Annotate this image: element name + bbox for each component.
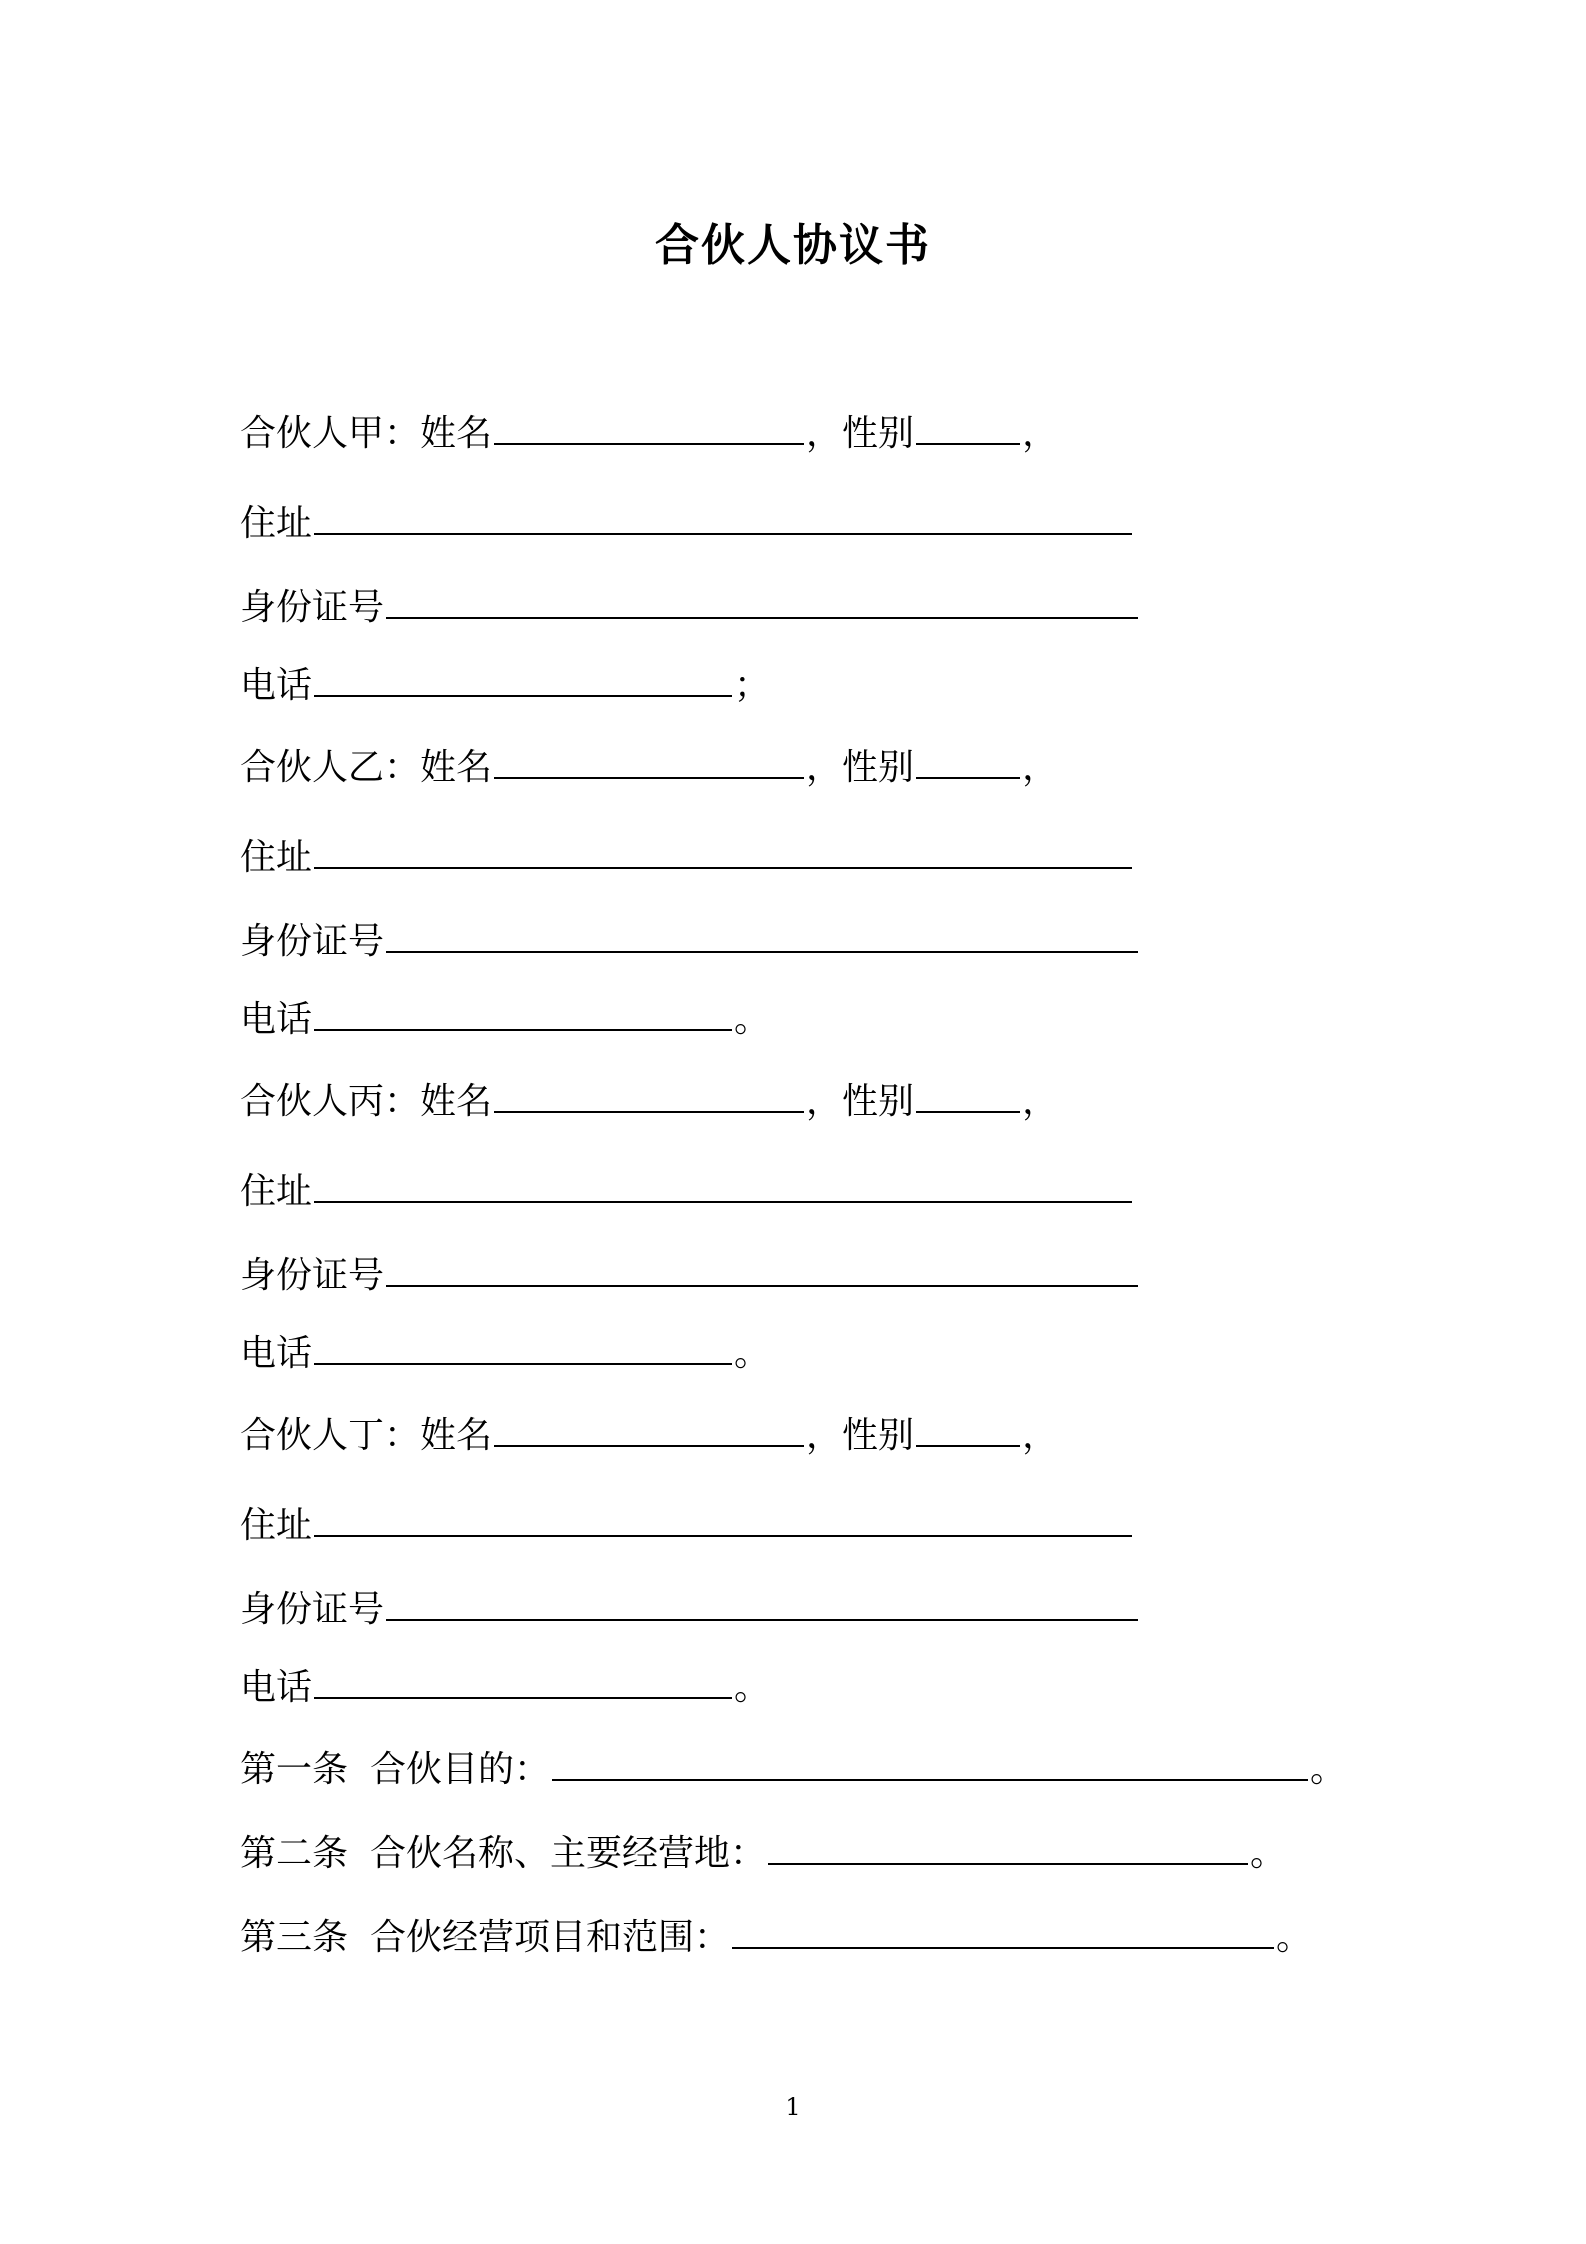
partner-d-address-line	[240, 1504, 1134, 1548]
name-label: 姓名	[420, 413, 493, 454]
page-number: 1	[785, 2093, 801, 2121]
gender-label: 性别	[842, 747, 915, 788]
comma: ，	[1022, 1081, 1059, 1122]
address-label: 住址	[240, 1505, 313, 1546]
comma: ，	[1022, 1415, 1059, 1456]
partner-d-id-line	[240, 1588, 1140, 1632]
partner-c-id-line	[240, 1254, 1140, 1298]
partner-d-phone-blank[interactable]	[314, 1667, 732, 1699]
partner-c-id-blank[interactable]	[386, 1255, 1138, 1287]
partner-a-address-line	[240, 502, 1134, 546]
end-mark: 。	[734, 1667, 771, 1708]
period: 。	[1250, 1833, 1287, 1874]
partner-c-address-blank[interactable]	[314, 1171, 1132, 1203]
article-2-text: 合伙名称、主要经营地：	[370, 1833, 767, 1874]
comma: ，	[806, 1081, 843, 1122]
partner-b-id-blank[interactable]	[386, 921, 1138, 953]
phone-label: 电话	[240, 1333, 313, 1374]
partner-b-address-blank[interactable]	[314, 837, 1132, 869]
partner-c-name-line	[240, 1080, 1058, 1124]
name-label: 姓名	[420, 1081, 493, 1122]
article-1-text: 合伙目的：	[370, 1749, 551, 1790]
comma: ，	[806, 1415, 843, 1456]
partner-d-name-line	[240, 1414, 1058, 1458]
document-title: 合伙人协议书	[655, 220, 931, 271]
address-label: 住址	[240, 837, 313, 878]
id-number-label: 身份证号	[240, 921, 385, 962]
period: 。	[1310, 1749, 1347, 1790]
partner-d-name-blank[interactable]	[494, 1415, 804, 1447]
article-1-number: 第一条	[240, 1749, 349, 1790]
partner-a-id-line	[240, 586, 1140, 630]
id-number-label: 身份证号	[240, 1589, 385, 1630]
partner-d-gender-blank[interactable]	[916, 1415, 1020, 1447]
partner-a-name-line	[240, 412, 1058, 456]
partner-d-address-blank[interactable]	[314, 1505, 1132, 1537]
partner-b-label: 合伙人乙：	[240, 747, 421, 788]
partner-b-name-line	[240, 746, 1058, 790]
phone-label: 电话	[240, 1667, 313, 1708]
article-3	[240, 1916, 1312, 1960]
address-label: 住址	[240, 1171, 313, 1212]
partner-c-gender-blank[interactable]	[916, 1081, 1020, 1113]
name-label: 姓名	[420, 747, 493, 788]
article-3-blank[interactable]	[732, 1917, 1274, 1949]
comma: ，	[1022, 747, 1059, 788]
partner-c-phone-line	[240, 1332, 770, 1376]
partner-a-gender-blank[interactable]	[916, 413, 1020, 445]
article-2	[240, 1832, 1286, 1876]
name-label: 姓名	[420, 1415, 493, 1456]
gender-label: 性别	[842, 1415, 915, 1456]
partner-c-phone-blank[interactable]	[314, 1333, 732, 1365]
period: 。	[1276, 1917, 1313, 1958]
partner-a-id-blank[interactable]	[386, 587, 1138, 619]
gender-label: 性别	[842, 413, 915, 454]
article-2-blank[interactable]	[768, 1833, 1248, 1865]
partner-b-phone-line	[240, 998, 770, 1042]
id-number-label: 身份证号	[240, 1255, 385, 1296]
partner-d-phone-line	[240, 1666, 770, 1710]
id-number-label: 身份证号	[240, 587, 385, 628]
partner-a-label: 合伙人甲：	[240, 413, 421, 454]
end-mark: 。	[734, 999, 771, 1040]
partner-b-name-blank[interactable]	[494, 747, 804, 779]
partner-a-phone-line	[240, 664, 770, 708]
partner-a-address-blank[interactable]	[314, 503, 1132, 535]
comma: ，	[1022, 413, 1059, 454]
end-mark: 。	[734, 1333, 771, 1374]
article-3-text: 合伙经营项目和范围：	[370, 1917, 731, 1958]
phone-label: 电话	[240, 665, 313, 706]
article-2-number: 第二条	[240, 1833, 349, 1874]
partner-a-phone-blank[interactable]	[314, 665, 732, 697]
partner-d-label: 合伙人丁：	[240, 1415, 421, 1456]
comma: ，	[806, 747, 843, 788]
partner-b-id-line	[240, 920, 1140, 964]
address-label: 住址	[240, 503, 313, 544]
partner-b-phone-blank[interactable]	[314, 999, 732, 1031]
partner-c-label: 合伙人丙：	[240, 1081, 421, 1122]
comma: ，	[806, 413, 843, 454]
article-1-blank[interactable]	[552, 1749, 1308, 1781]
partner-d-id-blank[interactable]	[386, 1589, 1138, 1621]
partner-c-name-blank[interactable]	[494, 1081, 804, 1113]
article-3-number: 第三条	[240, 1917, 349, 1958]
phone-label: 电话	[240, 999, 313, 1040]
end-mark: ；	[734, 665, 771, 706]
article-1	[240, 1748, 1346, 1792]
partner-a-name-blank[interactable]	[494, 413, 804, 445]
partner-b-gender-blank[interactable]	[916, 747, 1020, 779]
gender-label: 性别	[842, 1081, 915, 1122]
partner-b-address-line	[240, 836, 1134, 880]
partner-c-address-line	[240, 1170, 1134, 1214]
